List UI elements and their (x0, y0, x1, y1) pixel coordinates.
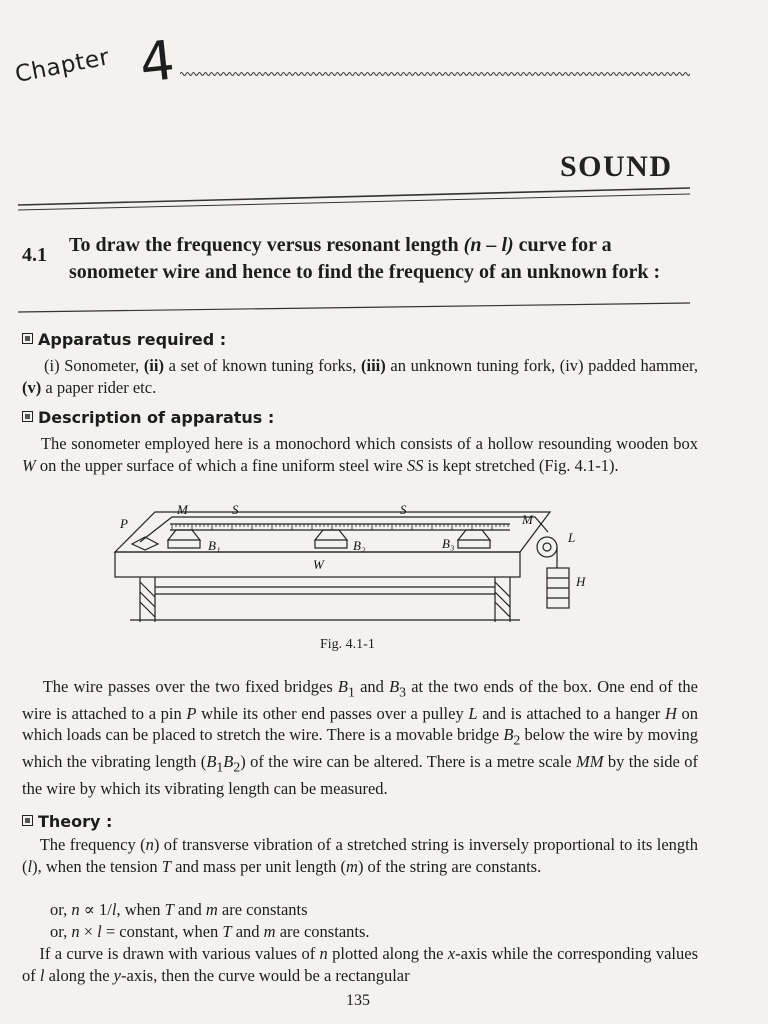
section-number: 4.1 (22, 244, 47, 266)
theory-line-1: or, n ∝ 1/l, when T and m are constants (50, 900, 308, 919)
label-B3: B₃ (442, 536, 455, 551)
page-number: 135 (346, 992, 370, 1009)
label-L: L (568, 530, 576, 545)
section-title (69, 232, 699, 286)
label-B1: B₁ (208, 538, 221, 553)
section-title-part2: curve for a sonometer wire and hence to find the frequency of an unknown fork : (69, 234, 661, 283)
label-W: W (313, 557, 324, 572)
section-title-nl: (n – l) (463, 234, 514, 256)
theory-line-2: or, n × l = constant, when T and m are constants. (50, 922, 370, 941)
description-heading-text: Description of apparatus : (38, 408, 275, 427)
title-double-rule (18, 186, 690, 212)
theory-heading (22, 812, 112, 831)
chapter-label: Chapter (13, 44, 112, 88)
section-title-part1: To draw the frequency versus resonant length (69, 234, 464, 256)
theory-last: If a curve is drawn with various values of n plotted along the x-axis while the corresponding values of l along the y-axis, then the curve would be a rectangular (22, 944, 699, 985)
description-text: The sonometer employed here is a monochord which consists of a hollow resounding wooden box W on the upper surface of which a fine uniform steel wire SS is kept stretched (Fig. 4.1-1). (22, 434, 698, 475)
chapter-wavy-rule (180, 62, 690, 84)
apparatus-text: (i) Sonometer, (ii) a set of known tuning forks, (iii) an unknown tuning fork, (iv) padded hammer, (v) a paper rider etc. (22, 356, 698, 397)
theory-heading-text: Theory : (38, 812, 113, 831)
label-M1: M (177, 502, 188, 517)
wire-paragraph: The wire passes over the two fixed bridges $B_1$ and $B_3$ at the two ends of the box. One end of the wire is attached to a pin P while its other end passes over a pulley L and is attached to a hanger H on which loads can be placed to stretch the wire. There is a movable bridge $B_2$ below the wire by moving which the vibrating length $(B_1B_2)$ of the wire can be altered. There is a metre scale MM by the side of the wire by which its vibrating length can be measured. (22, 677, 699, 798)
label-S2: S (400, 502, 407, 517)
description-heading (22, 408, 274, 427)
bullet-box-icon (22, 411, 33, 422)
chapter-number: 4 (136, 28, 178, 95)
chapter-title: SOUND (560, 150, 673, 183)
label-P: P (120, 516, 128, 531)
bullet-box-icon (22, 333, 33, 344)
label-M2: M (522, 512, 533, 527)
theory-text: The frequency (n) of transverse vibration of a stretched string is inversely proportional to its length (l), when the tension T and mass per unit length (m) of the string are constants. (22, 835, 698, 876)
label-H: H (576, 574, 586, 589)
sonometer-figure (110, 502, 590, 630)
apparatus-heading-text: Apparatus required : (38, 330, 227, 349)
bullet-box-icon (22, 815, 33, 826)
figure-caption: Fig. 4.1-1 (320, 637, 375, 652)
label-B2: B₂ (353, 538, 366, 553)
apparatus-heading (22, 330, 226, 349)
label-S1: S (232, 502, 239, 517)
section-rule (18, 301, 690, 315)
